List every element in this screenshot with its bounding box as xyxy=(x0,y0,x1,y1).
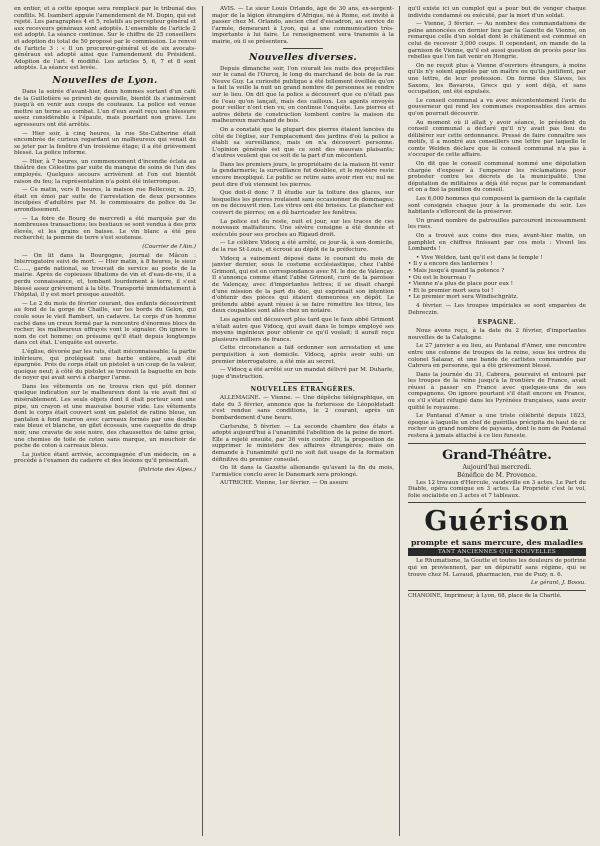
article-text: • Vive Welden, tant qu'il est dans le temple ! • Il y a encore des lanternes ! • Mais jusqu'à quand la potence ? • Où est le bourreau ? • Vienne n'a plus de place pour eux ! • Et le premier mort sera toi ! • Le premier mort sera Windischgrätz. xyxy=(408,254,543,301)
article-text: — Hier soir, à cinq heures, la rue Ste-Catherine était encombrée de curieux regardant un malheureux qui venait de se jeter par la fenêtre d'un troisième étage; il a été grièvement blessé. La police informe. xyxy=(14,130,196,157)
article-text: On a constaté que la plupart des pierres étaient lancées du côté de l'église, sur l'emplacement des jardins d'où la police a établi sa surveillance, mais on n'a découvert personne. L'opinion générale est que ce sont des mauvais plaisants; d'autres veulent que ce soit de la part d'un mécontent. xyxy=(212,126,394,160)
section-heading: Nouvelles diverses. xyxy=(249,51,357,63)
article-text: Le 27 janvier a eu lieu, au Pantanal d'Amer, une rencontre entre une colonne de troupes de la reine, sous les ordres du colonel Salazar, et une bande de carlistes commandée par Cabrera en personne, qui a été grièvement blessé. xyxy=(408,343,586,370)
printer-imprint: CHANOINE, Imprimeur, à Lyon, 68, place de la Charité. xyxy=(408,590,586,600)
article-text: — Hier, à 7 heures, un commencement d'incendie éclata au théâtre des Célestins par suite du manque de soins de l'un des employés. Quelques secours arrivèrent et l'on eut bientôt raison du feu; la représentation n'a point été interrompue. xyxy=(14,158,196,185)
article-text: On ne reçoit plus à Vienne d'ouvriers étrangers, à moins qu'ils n'y soient appelés par un maître ou qu'ils justifient, par une lettre, de leur profession. On forme des Slaves, les Saxons, les Bavarois, Grecs qui y sont déjà, et sans occupation, ont été expulsés. xyxy=(408,62,586,96)
article-text: Dans les vêtements on ne trouva rien qui pût donner quelque indication sur le malheureux dont la vie avait fini si misérablement. Les seuls objets dont il était porteur sont une pipe, un crayon et une mauvaise bourse vide. Les vêtements dont le corps était couvert sont un paletot de ratine bleue, un pantalon à fond marron avec carreaux formés par une double raie bleue et blanche, un gilet écossais, une casquette de drap noir, une cravate de soie noire, des chaussettes de laine grise, une chemise de toile de coton sans marque, un mouchoir de poche de coton à carreaux bleus. xyxy=(14,383,196,450)
article-text: — On lit dans la Bourgogne, journal de Mâcon : Interrogatoire suivi de mort. — Hier matin, à 8 heures, le sieur C......, garde national, se trouvait de service au poste de la mairie. Après de copieuses libations de vin et d'eau-de-vie, il a perdu connaissance, et, tombant lourdement à terre, il s'est blessé assez grièvement à la tête. Transporté immédiatement à l'hôpital, il y est mort presque aussitôt. xyxy=(14,252,196,299)
article-text: L'église, dévorée par les rats, était méconnaissable; la partie inférieure, qui protégeait une barbe entière, avait été épargnée. Près du corps était un pistolet à un coup de la valeur, quoique neuf; à côté du pistolet se trouvait la baguette en bois de noyer qui avait servi à charger l'arme. xyxy=(14,348,196,382)
separator xyxy=(283,48,323,49)
article-text: Les 6,000 hommes qui composent la garnison de la capitale sont consignés chaque jour à la promenade du soir. Les habitants s'efforcent de la préserver. xyxy=(408,196,586,216)
article-text: — La foire de Bourg de mercredi a été marquée par de nombreuses transactions; les bestiaux se sont vendus à des prix élevés, et les grains en baisse. Le vin blanc a été peu recherché; la pomme de terre s'est soutenue. xyxy=(14,215,196,242)
article-text: Que doit-il donc ? Il étudie sur la toiture des glaces, sur lesquelles les pierres roulaient sans occasionner de dommages; on ne découvrit rien. Les vitres ont été brisées. Le plancher est couvert de pierres; on a dû barricader les fenêtres. xyxy=(212,190,394,217)
article-text: Vidocq a vainement déposé dans le courant du mois de janvier dernier, sous le costume ecclésiastique, chez l'abbé Grimont, qui est en correspondance avec M. le duc de Valençay. Il s'annonça comme étant l'abbé Grimont, curé de la paroisse de Valençay, avec d'importantes lettres; il se disait chargé d'une mission de la part du duc, qui exprimait son intention d'obtenir des pièces qui étaient demeurées en dépôt. Le prétendu abbé ayant réussi à se faire remettre les titres, les deux coupables sont allés chez un notaire. xyxy=(212,255,394,315)
article-text: — Vienne, 3 février. — Au nombre des commandations de peine annoncées en dernier lieu par la Gazette de Vienne, on remarque celle d'un soldat dont le châtiment est commué en celui de recevoir 3,000 coups. Il cependant, on mande de la garnison de Vienne, qu'il est aussi question de procès pour les rebelles que l'on fait venir en Hongrie. xyxy=(408,21,586,61)
separator xyxy=(283,382,323,383)
column-divider xyxy=(399,6,400,836)
column-left xyxy=(14,6,196,836)
source-attribution: (Patriote des Alpes.) xyxy=(138,467,196,473)
manager-signature: Le gérant, J. Bossu. xyxy=(530,580,586,587)
theatre-heading: Grand-Théâtre. xyxy=(442,447,552,463)
article-text: Le conseil communal a vu avec mécontentement l'avis du gouverneur qui rend les communes responsables des armes qu'on pourrait découvrir. xyxy=(408,97,586,117)
article-text: Dans la soirée d'avant-hier, deux hommes sortant d'un café de la Guillotière se prirent de querelle, bientôt ils s'animèrent jusqu'à en venir aux coups de couteaux. La police est venue mettre un terme au combat. L'un d'eux avait reçu une blessure assez considérable à l'épaule, mais pourtant non grave. Les agresseurs ont été arrêtés. xyxy=(14,88,196,128)
theatre-program: Les 12 travaux d'Hercule, vaudeville en 3 actes. Le Part du Diable, opéra comique en 3 actes. La Propriété c'est le vol, folie socialiste en 3 actes et 7 tableaux. xyxy=(408,479,586,499)
advert-band: TANT ANCIENNES QUE NOUVELLES xyxy=(408,548,586,556)
article-text: La police est du reste, nuit et jour, sur les traces de ces nouveaux malfaiteurs. Une sévère consigne a été donnée et exécutée pour ses proches au Rigaud droit. xyxy=(212,218,394,238)
article-text: — Ce matin, vers 8 heures, la maison rue Bellecour, n. 25, était en émoi par suite de l'arrestation de deux personnes inculpées d'adultère par M. le commissaire de police du 3e arrondissement. xyxy=(14,187,196,214)
article-text: On a trouvé aux coins des rues, avant-hier matin, un pamphlet en chiffres finissant par ces mots : Vivent les Lombards ! xyxy=(408,233,586,253)
article-text: Dans la journée du 31, Cabrera, poursuivi et entouré par les troupes de la reine jusqu'à la frontière de France, avait réussi à passer en France avec quelques-uns de ses compagnons. On ignore pourtant s'il était encore en France, ou s'il s'était réfugié dans les Pyrénées françaises, sans avoir quitté le royaume. xyxy=(408,371,586,411)
article-text: AVIS. — Le sieur Louis Orlando, âgé de 30 ans, ex-sergent-major de la légion étrangère d'Afrique, né à Rome, est invité à passer chez M. Orlando, ancien chef d'escadron, au service de l'armée, demeurant à Lyon, qui a une communication très-importante à lui faire. Le renseignement sera transmis à la mairie, où il se présentera. xyxy=(212,6,394,45)
article-text: — Le célèbre Vidocq a été arrêté, ce jour-là, à son domicile, de la rue St-Louis, et écroué au dépôt de la préfecture. xyxy=(212,240,394,253)
article-text: La justice étant arrivée, accompagnée d'un médecin, on a procédé à l'examen du cadavre et des lésions qu'il présentait. xyxy=(14,451,196,465)
column-middle xyxy=(212,6,394,836)
article-text: qu'il existe ici un complot qui a pour but de venger chaque individu condamné ou exécuté, par la mort d'un soldat. xyxy=(408,6,586,19)
article-text: Le Pantanal d'Amer a une triste célébrité depuis 1823, époque à laquelle un chef de guérillas précipita du haut de ce rocher un grand nombre de paysans, dont le nom de Pantanal restera à jamais attaché à ce lieu funeste. xyxy=(408,413,586,440)
article-text: ALLEMAGNE. — Vienne. — Une dépêche télégraphique, en date du 3 février, annonce que la forteresse de Léopoldstadt s'est rendue sans conditions, le 2 courant, après un bombardement d'une heure. xyxy=(212,395,394,422)
article-text: Depuis dimanche soir, l'on courait les nuits des projectiles sur le canal de l'Ourcq, le long du marchand de bois de la rue Neuve Guy. La curiosité publique a été tellement éveillée qu'on a fait la veille la nuit un grand nombre de personnes se rendre sur le lieu. On dit que la police a découvert que ce n'était pas de l'eau qu'on lançait, mais des cailloux. Les agents envoyés pour veiller n'ont rien vu; on continue l'enquête. Les pierres et autres débris de construction tombent contre la maison du malheureux marchand de bois. xyxy=(212,65,394,125)
advert-title: Guérison xyxy=(424,506,570,538)
article-text: Un grand nombre de patrouilles parcourent incessamment les rues. xyxy=(408,217,586,231)
advert-subtitle: prompte et sans mercure, des maladies xyxy=(410,538,584,548)
article-text: Au moment où il allait y avoir séance, le président du conseil communal a déclaré qu'il n'y avait pas lieu de délibérer sur cette ordonnance. Pressé de faire connaître ses motifs, il a montré aux conseillers une lettre par laquelle le comte Welden déclare que le conseil communal n'a pas à s'occuper de cette affaire. xyxy=(408,119,586,159)
source-attribution: (Courrier de l'Ain.) xyxy=(142,244,196,250)
article-text: — Le 2 du mois de février courant, des enfants découvrirent au fond de la gorge de Chaille, sur les bords du Gelon, qui coule sous le vieil Rambert, un cadavre. Le corps d'un homme caché dans un creux formé par la rencontre d'énormes blocs de rocher; les malheureux effrayés vont le signaler. On ignore le nom de cet homme; on présume qu'il était depuis longtemps dans cet état. L'enquête est ouverte. xyxy=(14,300,196,347)
article-text: en entier, et à cette époque sera remplacé par le tribunal des conflits. M. Isambert appuie l'amendement de M. Dupin, qui est rejeté. Les paragraphes 4 et 5, relatifs au percepteur général et aux receveurs généraux sont adoptés. L'ensemble de l'article 2 est adopté. La séance continue. Sur le chiffre de 25 conseillers et adoption du total de 50 proposé par le commission. Le renvoi de l'article 3 : « Il un procureur-général et de six avocats-généraux est adopté ainsi que l'amendement du Président. Adoption de l'art. 4 modifié. Les articles 5, 6, 7 et 8 sont adoptés. La séance est levée. xyxy=(14,6,196,72)
theatre-benefit: Bénéfice de M. Provence. xyxy=(456,471,538,479)
column-right xyxy=(408,6,586,836)
article-text: 4 février. — Les troupes impériales se sont emparées de Debreczin. xyxy=(408,302,586,316)
section-heading: NOUVELLES ÉTRANGÈRES. xyxy=(250,386,356,394)
article-text: Carlsruhe, 5 février. — La seconde chambre des états a adopté aujourd'hui à l'unanimité l'abolition de la peine de mort. Elle a rejeté ensuite, par 36 voix contre 20, la proposition de supprimer le ministère des affaires étrangères; mais on demande à l'unanimité qu'il ne soit fait usage de la formation définitive du premier consulat. xyxy=(212,423,394,463)
article-text: On dit que le conseil communal nommé une députation chargée d'exposer à l'empereur les réclamations pour protester contre les décrets de la municipalité. Une députation de militaires a déjà été reçue par le commandant et on a fixé la punition du conseil. xyxy=(408,161,586,194)
article-text: Les agents ont découvert plus tard que le faux abbé Grimont n'était autre que Vidocq, qui avait dans le temps employé ses moyens ingénieux pour obtenir ce qu'il voulait; il aurait reçu plusieurs milliers de francs. xyxy=(212,316,394,343)
section-heading: Nouvelles de Lyon. xyxy=(52,74,158,86)
article-text: AUTRICHE. Vienne, 1er février. — On assure xyxy=(220,480,349,487)
article-text: On lit dans la Gazette allemande qu'avant la fin du mois, l'armistice conclu avec le Danemark sera prolongé. xyxy=(212,465,394,478)
article-text: — Vidocq a été arrêté sur un mandat délivré par M. Duharle, juge d'instruction. xyxy=(212,367,394,380)
section-heading: ESPAGNE. xyxy=(477,319,517,327)
article-text: Cette circonstance a fait ordonner son arrestation et une perquisition à son domicile. Vidocq, après avoir subi un premier interrogatoire, a été mis au secret. xyxy=(212,345,394,365)
separator xyxy=(408,443,586,444)
advert-text: Le Rhumatisme, la Goutte et toutes les douleurs de poitrine qui en proviennent, par un dépuratif sans régime, qui se trouve chez M. Lavaud, pharmacien, rue de Puzy, n. 6. xyxy=(408,558,586,578)
article-text: Dans les premiers jours, le propriétaire de la maison fit venir la gendarmerie; la surveillance fut doublée, et le mystère reste encore inexpliqué. Le public se retire sans avoir rien vu; nul ne peut dire d'où viennent les pierres. xyxy=(212,161,394,188)
separator xyxy=(408,502,586,503)
theatre-date: Aujourd'hui mercredi. xyxy=(462,463,532,471)
column-divider xyxy=(202,6,203,836)
article-text: Nous avons reçu, à la date du 2 février, d'importantes nouvelles de la Catalogne. xyxy=(408,328,586,341)
